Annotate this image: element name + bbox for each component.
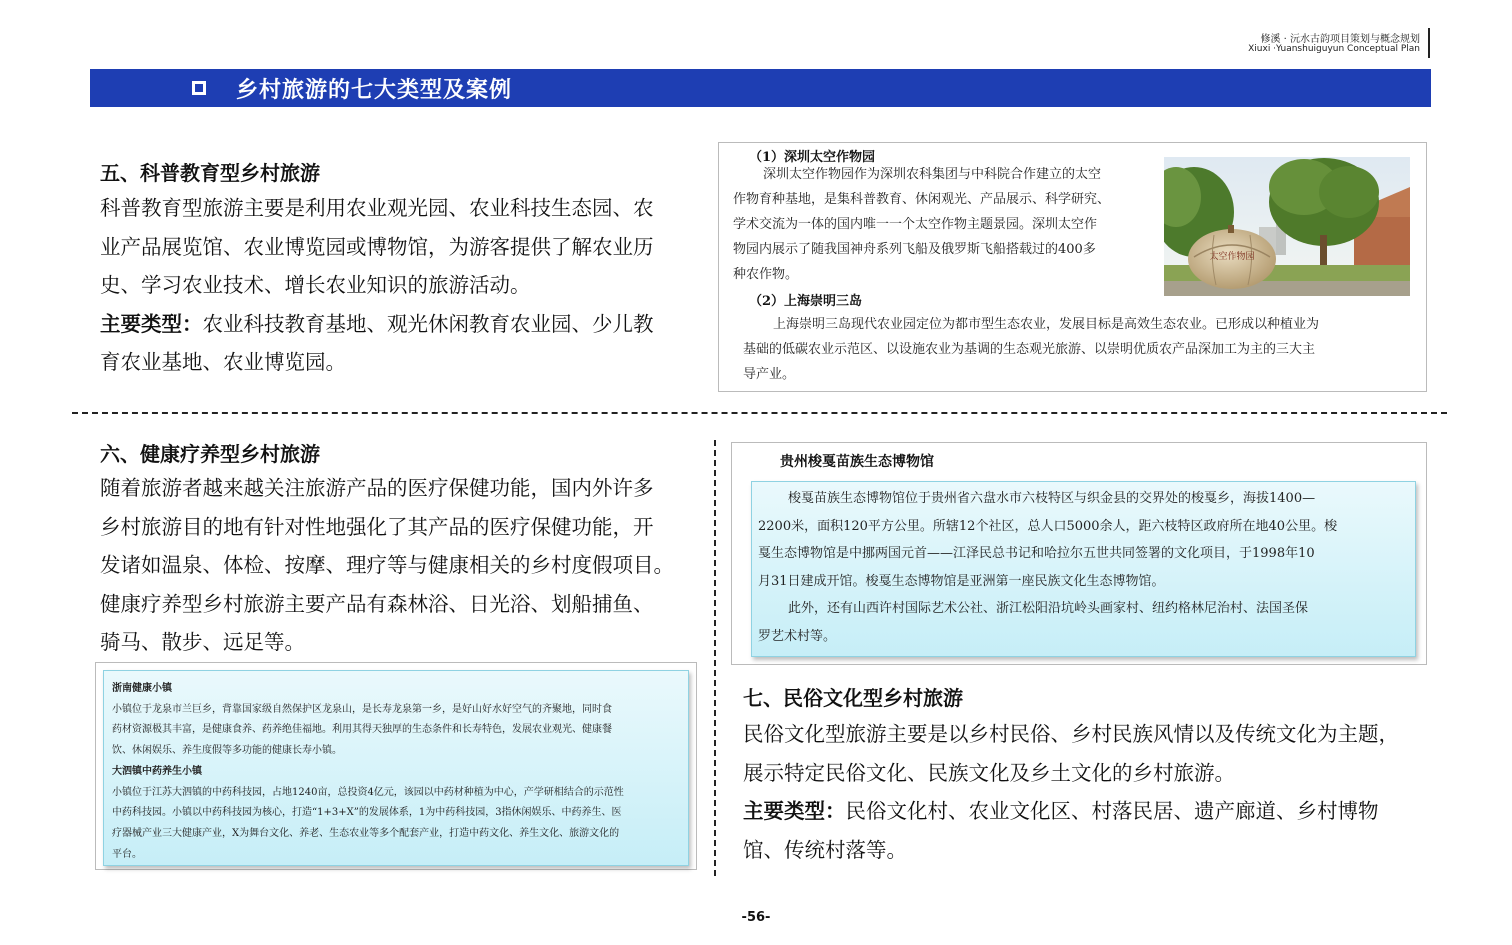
section6-line: 健康疗养型乡村旅游主要产品有森林浴、日光浴、划船捕鱼、	[100, 591, 654, 616]
section6-line: 发诸如温泉、体检、按摩、理疗等与健康相关的乡村度假项目。	[100, 553, 674, 577]
section5-heading: 五、科普教育型乡村旅游	[100, 161, 320, 185]
section5-line: 史、学习农业技术、增长农业知识的旅游活动。	[100, 273, 531, 297]
section6-heading: 六、健康疗养型乡村旅游	[100, 442, 320, 466]
section5-types-cont: 育农业基地、农业博览园。	[100, 350, 346, 374]
case5-item1-line: 作物育种基地，是集科普教育、休闲观光、产品展示、科学研究、	[733, 192, 1111, 207]
banner	[90, 69, 1431, 107]
section6-line: 乡村旅游目的地有针对性地强化了其产品的医疗保健功能，开	[100, 514, 654, 539]
section5-types	[100, 305, 700, 344]
case5-item1-line: 物园内展示了随我国神舟系列飞船及俄罗斯飞船搭载过的400多	[733, 242, 1096, 257]
space-crop-garden-photo	[1164, 157, 1410, 296]
photo-caption: 太空作物园	[1209, 252, 1255, 262]
section7-line: 展示特定民俗文化、民族文化及乡土文化的乡村旅游。	[743, 760, 1235, 785]
section7-line: 民俗文化型旅游主要是以乡村民俗、乡村民族风情以及传统文化为主题，	[743, 722, 1399, 746]
case7-line: 戛生态博物馆是中挪两国元首——江泽民总书记和哈拉尔五世共同签署的文化项目，于1998年10	[758, 546, 1315, 561]
section5-types-label: 主要类型：	[100, 311, 203, 336]
case7-line: 此外，还有山西许村国际艺术公社、浙江松阳沿坑岭头画家村、纽约格林尼治村、法国圣保	[788, 601, 1309, 616]
vertical-divider	[714, 440, 716, 876]
case6-box	[95, 662, 697, 870]
section7-body	[743, 715, 1443, 869]
case5-item1-line: 学术交流为一体的国内唯一一个太空作物主题景园。深圳太空作	[733, 217, 1098, 232]
section7-types-label: 主要类型：	[743, 799, 846, 823]
section6-body	[100, 469, 710, 662]
case7-box	[731, 442, 1427, 665]
case5-item1-line: 种农作物。	[733, 267, 799, 282]
case6-item2-line: 疗器械产业三大健康产业，X为舞台文化、养老、生态农业等多个配套产业，打造中药文化、养生文化、旅游文化的	[112, 827, 620, 839]
case5-item2-line: 基础的低碳农业示范区、以设施农业为基调的生态观光旅游、以崇明优质农产品深加工为主的三大主	[743, 342, 1316, 357]
case5-item1-title: （1）深圳太空作物园	[749, 150, 876, 165]
section7-types-cont: 馆、传统村落等。	[743, 837, 907, 862]
section5-types-value: 农业科技教育基地、观光休闲教育农业园、少儿教	[202, 311, 654, 336]
section6-line: 随着旅游者越来越关注旅游产品的医疗保健功能，国内外许多	[100, 476, 654, 500]
case6-inner	[103, 670, 689, 866]
case7-line: 罗艺术村等。	[758, 628, 837, 644]
case6-text	[112, 679, 687, 865]
header-title-cn: 修溪 · 沅水古韵项目策划与概念规划	[1260, 34, 1420, 45]
photo-illustration	[1164, 157, 1410, 296]
section5-line: 业产品展览馆、农业博览园或博物馆，为游客提供了解农业历	[100, 234, 654, 259]
case6-item1-line: 小镇位于龙泉市兰巨乡，背靠国家级自然保护区龙泉山，是长寿龙泉第一乡，是好山好水好空气的齐聚地，同时食	[112, 703, 612, 715]
case7-text	[758, 485, 1410, 650]
case6-item2-line: 小镇位于江苏大泗镇的中药科技园，占地1240亩，总投资4亿元，该园以中药材种植为中心，产学研相结合的示范性	[112, 786, 624, 798]
case6-item1-line: 药材资源极其丰富，是健康食养、药养绝佳福地。利用其得天独厚的生态条件和长寿特色，发展农业观光、健康餐	[112, 724, 612, 736]
header-divider	[1428, 28, 1430, 58]
square-bullet-icon	[192, 81, 206, 95]
case6-item2-title: 大泗镇中药养生小镇	[112, 765, 202, 777]
section7-types-value: 民俗文化村、农业文化区、村落民居、遗产廊道、乡村博物	[845, 799, 1379, 823]
case6-item2-line: 平台。	[112, 848, 142, 860]
case5-item2-body	[743, 312, 1423, 387]
case5-item2-line: 上海崇明三岛现代农业园定位为都市型生态农业，发展目标是高效生态农业。已形成以种植业为	[773, 317, 1320, 332]
case6-item1-title: 浙南健康小镇	[112, 683, 172, 694]
case5-box	[718, 142, 1427, 392]
case7-line: 2200米，面积120平方公里。所辖12个社区，总人口5000余人，距六枝特区政府所在地40公里。梭	[758, 518, 1338, 534]
horizontal-divider	[72, 412, 1447, 414]
case5-item1-line: 深圳太空作物园作为深圳农科集团与中科院合作建立的太空	[763, 167, 1102, 182]
case7-inner	[751, 481, 1416, 657]
case5-item1-body	[733, 162, 1173, 287]
section6-line: 骑马、散步、远足等。	[100, 630, 305, 654]
case6-item2-line: 中药科技园。小镇以中药科技园为核心，打造“1+3+X”的发展体系，1为中药科技园，3指休闲娱乐、中药养生、医	[112, 807, 622, 819]
case7-title: 贵州梭戛苗族生态博物馆	[780, 454, 934, 470]
section7-types	[743, 792, 1443, 831]
page-number: -56-	[741, 910, 771, 925]
case7-line: 梭戛苗族生态博物馆位于贵州省六盘水市六枝特区与织金县的交界处的梭戛乡，海拔1400—	[788, 491, 1316, 506]
section5-body	[100, 189, 700, 382]
section5-line: 科普教育型旅游主要是利用农业观光园、农业科技生态园、农	[100, 196, 654, 220]
case5-item2-title: （2）上海崇明三岛	[749, 294, 863, 309]
section7-heading: 七、民俗文化型乡村旅游	[743, 686, 963, 710]
case7-line: 月31日建成开馆。梭戛生态博物馆是亚洲第一座民族文化生态博物馆。	[758, 573, 1165, 589]
case6-item1-line: 饮、休闲娱乐、养生度假等多功能的健康长寿小镇。	[112, 745, 342, 757]
header-title-en: Xiuxi ·Yuanshuiguyun Conceptual Plan	[1248, 44, 1420, 54]
case5-item2-line: 导产业。	[743, 367, 796, 382]
banner-title: 乡村旅游的七大类型及案例	[236, 77, 513, 103]
